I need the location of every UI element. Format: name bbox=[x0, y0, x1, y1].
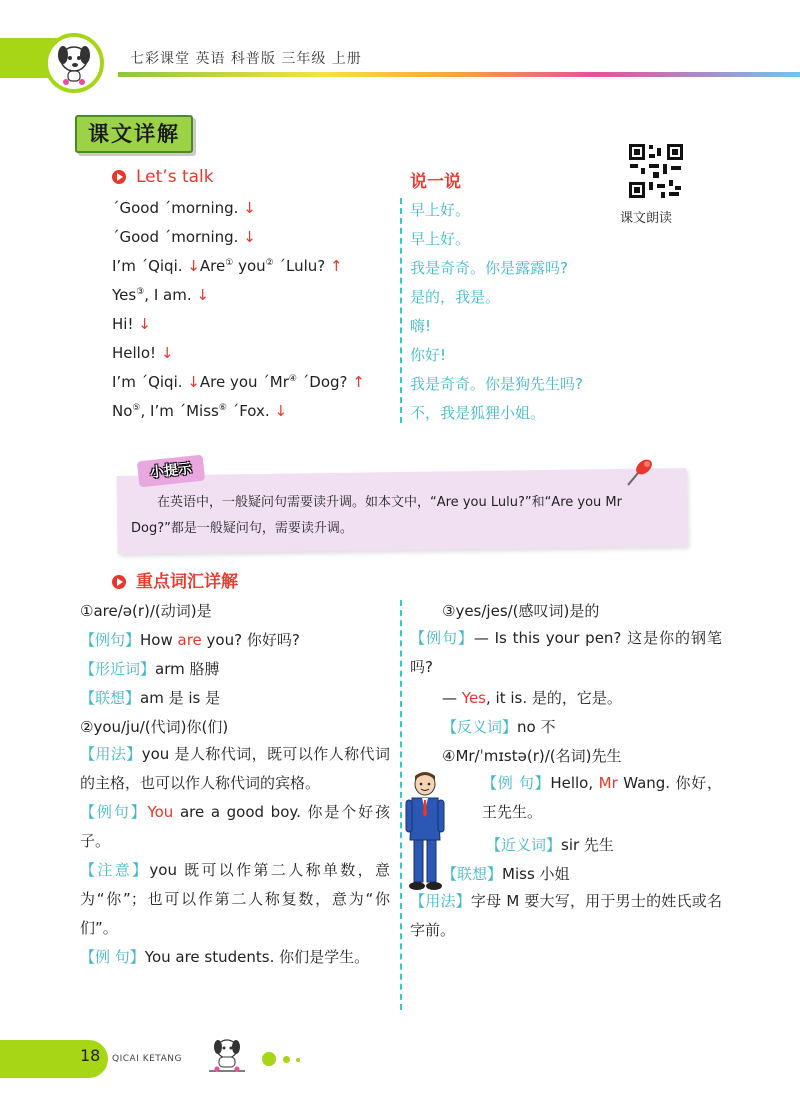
vocab-example: 【例 句】You are students. 你们是学生。 bbox=[80, 948, 370, 966]
pushpin-icon bbox=[622, 455, 656, 493]
section-banner bbox=[75, 115, 193, 153]
dialogue-line-en: Hi! ↓ bbox=[112, 315, 151, 333]
qr-label: 课文朗读 bbox=[620, 211, 673, 226]
vocab-synonym: 【近义词】sir 先生 bbox=[486, 836, 614, 854]
dialogue-line-en: Hello! ↓ bbox=[112, 344, 174, 362]
dialogue-line-cn: 不，我是狐狸小姐。 bbox=[410, 404, 546, 422]
vocab-example: 【例句】You are a good boy. 你是个好孩子。 bbox=[80, 803, 390, 850]
dialogue-line-en: I’m ˊQiqi. ↓Are you ˊMr④ ˊDog? ↑ bbox=[112, 373, 365, 391]
page-number: 18 bbox=[80, 1046, 101, 1065]
vocab-example: 【例句】— Is this your pen? 这是你的钢笔吗? bbox=[410, 629, 722, 676]
dialogue-line-cn: 你好! bbox=[410, 346, 447, 364]
vocab-example: 【例 句】Hello, Mr Wang. 你好，王先生。 bbox=[482, 774, 722, 821]
dialogue-line-en: I’m ˊQiqi. ↓Are① you② ˊLulu? ↑ bbox=[112, 257, 343, 275]
header-title: 七彩课堂 英语 科普版 三年级 上册 bbox=[130, 51, 362, 67]
header-rainbow-rule bbox=[118, 72, 800, 77]
dialogue-line-en: No⑤, I’m ˊMiss⑥ ˊFox. ↓ bbox=[112, 402, 288, 420]
vocab-usage: 【用法】字母 M 要大写，用于男士的姓氏或名字前。 bbox=[410, 892, 722, 939]
dialogue-line-en: ˊGood ˊmorning. ↓ bbox=[112, 228, 256, 246]
vocab-word-are: ①are/ə(r)/(动词)是 bbox=[80, 602, 212, 620]
vocab-word-you: ②you/ju/(代词)你(们) bbox=[80, 718, 229, 736]
vocab-similar: 【形近词】arm 胳膊 bbox=[80, 660, 220, 678]
mascot-dog-icon bbox=[44, 33, 104, 93]
dialogue-line-cn: 嗨! bbox=[410, 317, 432, 335]
dialogue-line-cn: 是的，我是。 bbox=[410, 288, 501, 306]
vocab-usage: 【用法】you 是人称代词，既可以作人称代词的主格，也可以作人称代词的宾格。 bbox=[80, 745, 390, 792]
vocab-example-answer: — Yes, it is. 是的，它是。 bbox=[442, 689, 622, 707]
play-bullet-icon bbox=[112, 575, 126, 589]
dialogue-line-en: Yes③, I am. ↓ bbox=[112, 286, 209, 304]
talk-title-cn: 说一说 bbox=[410, 172, 461, 192]
vocab-note: 【注意】you 既可以作第二人称单数，意为“你”；也可以作第二人称复数，意为“你们”。 bbox=[80, 861, 390, 937]
vocab-divider bbox=[400, 600, 402, 1010]
footer-dot bbox=[296, 1058, 300, 1062]
dialogue-line-cn: 早上好。 bbox=[410, 230, 471, 248]
vocab-antonym: 【反义词】no 不 bbox=[442, 718, 556, 736]
footer-dog-icon bbox=[205, 1035, 251, 1079]
footer-brand: QICAI KETANG bbox=[112, 1054, 182, 1064]
vocab-title: 重点词汇详解 bbox=[112, 567, 238, 592]
vocab-word-mr: ④Mr/ˈmɪstə(r)/(名词)先生 bbox=[442, 747, 622, 765]
vocab-example: 【例句】How are you? 你好吗? bbox=[80, 631, 300, 649]
tip-badge: 小提示 bbox=[137, 455, 205, 488]
section-title: 课文详解 bbox=[88, 122, 180, 146]
play-bullet-icon bbox=[112, 170, 126, 184]
dialogue-line-cn: 早上好。 bbox=[410, 201, 471, 219]
qr-code-icon[interactable] bbox=[627, 142, 685, 200]
dialogue-line-cn: 我是奇奇。你是露露吗? bbox=[410, 259, 568, 277]
dialogue-divider bbox=[400, 198, 402, 423]
teacher-illustration bbox=[404, 770, 446, 896]
footer-dot bbox=[262, 1052, 276, 1066]
dialogue-line-cn: 我是奇奇。你是狗先生吗? bbox=[410, 375, 583, 393]
vocab-association: 【联想】am 是 is 是 bbox=[80, 689, 221, 707]
tip-text: 在英语中，一般疑问句需要读升调。如本文中，“Are you Lulu?”和“Are you Mr Dog?”都是一般疑问句，需要读升调。 bbox=[131, 495, 622, 536]
vocab-association: 【联想】Miss 小姐 bbox=[442, 865, 570, 883]
dialogue-line-en: ˊGood ˊmorning. ↓ bbox=[112, 199, 256, 217]
vocab-word-yes: ③yes/jes/(感叹词)是的 bbox=[442, 602, 600, 620]
talk-title: Let’s talk bbox=[112, 167, 214, 187]
footer-dot bbox=[283, 1056, 290, 1063]
